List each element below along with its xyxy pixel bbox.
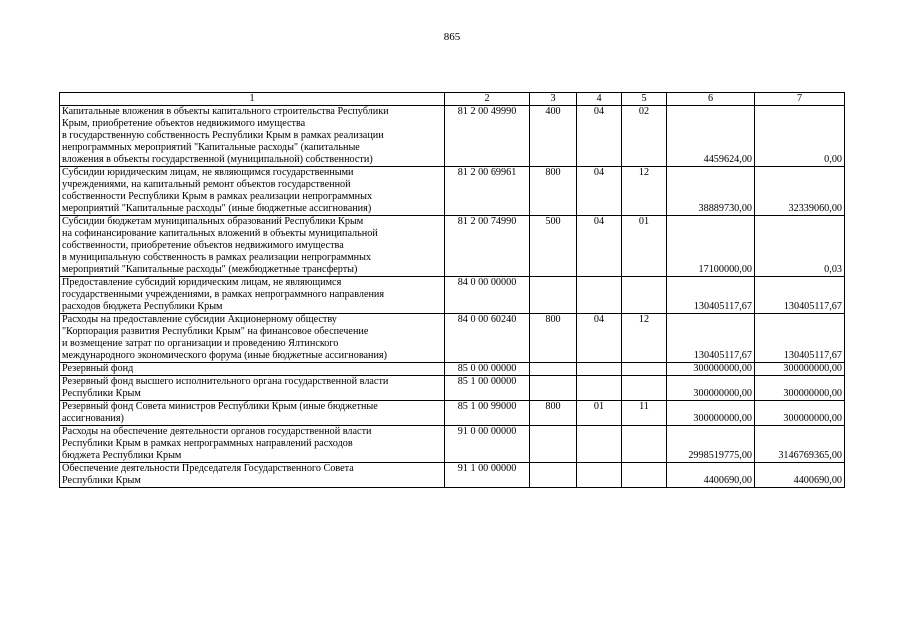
row-subsection (622, 426, 667, 463)
description-line: вложения в объекты государственной (муниципальной) собственности) (62, 154, 373, 165)
description-line: Резервный фонд Совета министров Республики Крым (иные бюджетные (62, 401, 378, 412)
table-row (60, 401, 845, 426)
row-subsection (622, 463, 667, 488)
row-section: 04 (577, 216, 622, 277)
row-expense-type (530, 463, 577, 488)
budget-table (59, 92, 845, 488)
row-section (577, 277, 622, 314)
description-line: международного экономического форума (иные бюджетные ассигнования) (62, 350, 387, 361)
row-amount-year1: 130405117,67 (667, 277, 755, 314)
row-amount-year1: 4459624,00 (667, 106, 755, 167)
row-amount-year1: 4400690,00 (667, 463, 755, 488)
row-section: 04 (577, 314, 622, 363)
description-line: Крым, приобретение объектов недвижимого имущества (62, 118, 306, 129)
row-description (60, 401, 445, 426)
description-line: Расходы на предоставление субсидии Акционерному обществу (62, 314, 337, 325)
row-amount-year1: 38889730,00 (667, 167, 755, 216)
row-amount-year2: 4400690,00 (755, 463, 845, 488)
row-expense-type (530, 376, 577, 401)
description-line: государственными учреждениями, в рамках непрограммного направления (62, 289, 385, 300)
row-section: 04 (577, 167, 622, 216)
row-expense-type (530, 363, 577, 376)
row-description (60, 376, 445, 401)
row-amount-year1: 17100000,00 (667, 216, 755, 277)
description-line: собственности, приобретение объектов недвижимого имущества (62, 240, 344, 251)
row-subsection (622, 277, 667, 314)
row-section: 01 (577, 401, 622, 426)
description-line: на софинансирование капитальных вложений в объекты муниципальной (62, 228, 378, 239)
table-row (60, 376, 845, 401)
row-subsection: 11 (622, 401, 667, 426)
row-description (60, 216, 445, 277)
description-line: Субсидии юридическим лицам, не являющимся государственными (62, 167, 354, 178)
row-amount-year2: 300000000,00 (755, 376, 845, 401)
column-header: 5 (622, 93, 667, 106)
row-code: 81 2 00 49990 (445, 106, 530, 167)
row-expense-type: 800 (530, 314, 577, 363)
row-expense-type: 500 (530, 216, 577, 277)
description-line: "Корпорация развития Республики Крым" на финансовое обеспечение (62, 326, 369, 337)
row-amount-year1: 130405117,67 (667, 314, 755, 363)
row-subsection: 01 (622, 216, 667, 277)
row-subsection (622, 376, 667, 401)
description-line: собственности Республики Крым в рамках реализации непрограммных (62, 191, 373, 202)
row-code: 84 0 00 00000 (445, 277, 530, 314)
description-line: Республики Крым в рамках непрограммных направлений расходов (62, 438, 353, 449)
row-subsection: 12 (622, 314, 667, 363)
row-expense-type (530, 277, 577, 314)
row-description (60, 277, 445, 314)
row-code: 85 1 00 99000 (445, 401, 530, 426)
row-expense-type: 400 (530, 106, 577, 167)
row-amount-year2: 130405117,67 (755, 277, 845, 314)
row-code: 85 0 00 00000 (445, 363, 530, 376)
row-section (577, 363, 622, 376)
description-line: мероприятий "Капитальные расходы" (иные бюджетные ассигнования) (62, 203, 372, 214)
column-header: 1 (60, 93, 445, 106)
row-subsection (622, 363, 667, 376)
table-row (60, 426, 845, 463)
row-description (60, 463, 445, 488)
row-amount-year2: 0,00 (755, 106, 845, 167)
description-line: в муниципальную собственность в рамках реализации непрограммных (62, 252, 372, 263)
row-description (60, 363, 445, 376)
header-row (60, 93, 845, 106)
row-amount-year1: 300000000,00 (667, 401, 755, 426)
description-line: учреждениями, на капитальный ремонт объектов государственной (62, 179, 351, 190)
column-header: 6 (667, 93, 755, 106)
description-line: ассигнования) (62, 413, 124, 424)
description-line: расходов бюджета Республики Крым (62, 301, 223, 312)
row-description (60, 106, 445, 167)
row-amount-year1: 300000000,00 (667, 376, 755, 401)
row-amount-year2: 130405117,67 (755, 314, 845, 363)
description-line: Республики Крым (62, 475, 141, 486)
row-expense-type: 800 (530, 401, 577, 426)
row-description (60, 167, 445, 216)
row-expense-type (530, 426, 577, 463)
table-row (60, 277, 845, 314)
row-code: 81 2 00 74990 (445, 216, 530, 277)
description-line: Республики Крым (62, 388, 141, 399)
row-section (577, 426, 622, 463)
column-header: 7 (755, 93, 845, 106)
row-expense-type: 800 (530, 167, 577, 216)
description-line: Предоставление субсидий юридическим лицам, не являющимся (62, 277, 342, 288)
row-amount-year2: 300000000,00 (755, 363, 845, 376)
row-subsection: 12 (622, 167, 667, 216)
column-header: 2 (445, 93, 530, 106)
row-amount-year1: 300000000,00 (667, 363, 755, 376)
description-line: Резервный фонд высшего исполнительного органа государственной власти (62, 376, 389, 387)
row-description (60, 314, 445, 363)
table-row (60, 167, 845, 216)
description-line: и возмещение затрат по организации и проведению Ялтинского (62, 338, 339, 349)
row-section: 04 (577, 106, 622, 167)
page-number: 865 (443, 31, 461, 43)
row-amount-year2: 32339060,00 (755, 167, 845, 216)
row-section (577, 376, 622, 401)
table-row (60, 216, 845, 277)
row-amount-year2: 0,03 (755, 216, 845, 277)
row-code: 84 0 00 60240 (445, 314, 530, 363)
table-row (60, 106, 845, 167)
column-header: 4 (577, 93, 622, 106)
description-line: Капитальные вложения в объекты капитального строительства Республики (62, 106, 389, 117)
description-line: Расходы на обеспечение деятельности органов государственной власти (62, 426, 372, 437)
table-row (60, 363, 845, 376)
description-line: Резервный фонд (62, 363, 134, 374)
row-amount-year2: 300000000,00 (755, 401, 845, 426)
row-amount-year2: 3146769365,00 (755, 426, 845, 463)
description-line: бюджета Республики Крым (62, 450, 182, 461)
description-line: непрограммных мероприятий "Капитальные расходы" (капитальные (62, 142, 360, 153)
description-line: Обеспечение деятельности Председателя Государственного Совета (62, 463, 354, 474)
row-code: 91 0 00 00000 (445, 426, 530, 463)
row-code: 81 2 00 69961 (445, 167, 530, 216)
description-line: мероприятий "Капитальные расходы" (межбюджетные трансферты) (62, 264, 358, 275)
table-row (60, 314, 845, 363)
row-code: 91 1 00 00000 (445, 463, 530, 488)
row-amount-year1: 2998519775,00 (667, 426, 755, 463)
row-description (60, 426, 445, 463)
table-row (60, 463, 845, 488)
description-line: в государственную собственность Республики Крым в рамках реализации (62, 130, 384, 141)
row-section (577, 463, 622, 488)
column-header: 3 (530, 93, 577, 106)
row-code: 85 1 00 00000 (445, 376, 530, 401)
description-line: Субсидии бюджетам муниципальных образований Республики Крым (62, 216, 364, 227)
row-subsection: 02 (622, 106, 667, 167)
